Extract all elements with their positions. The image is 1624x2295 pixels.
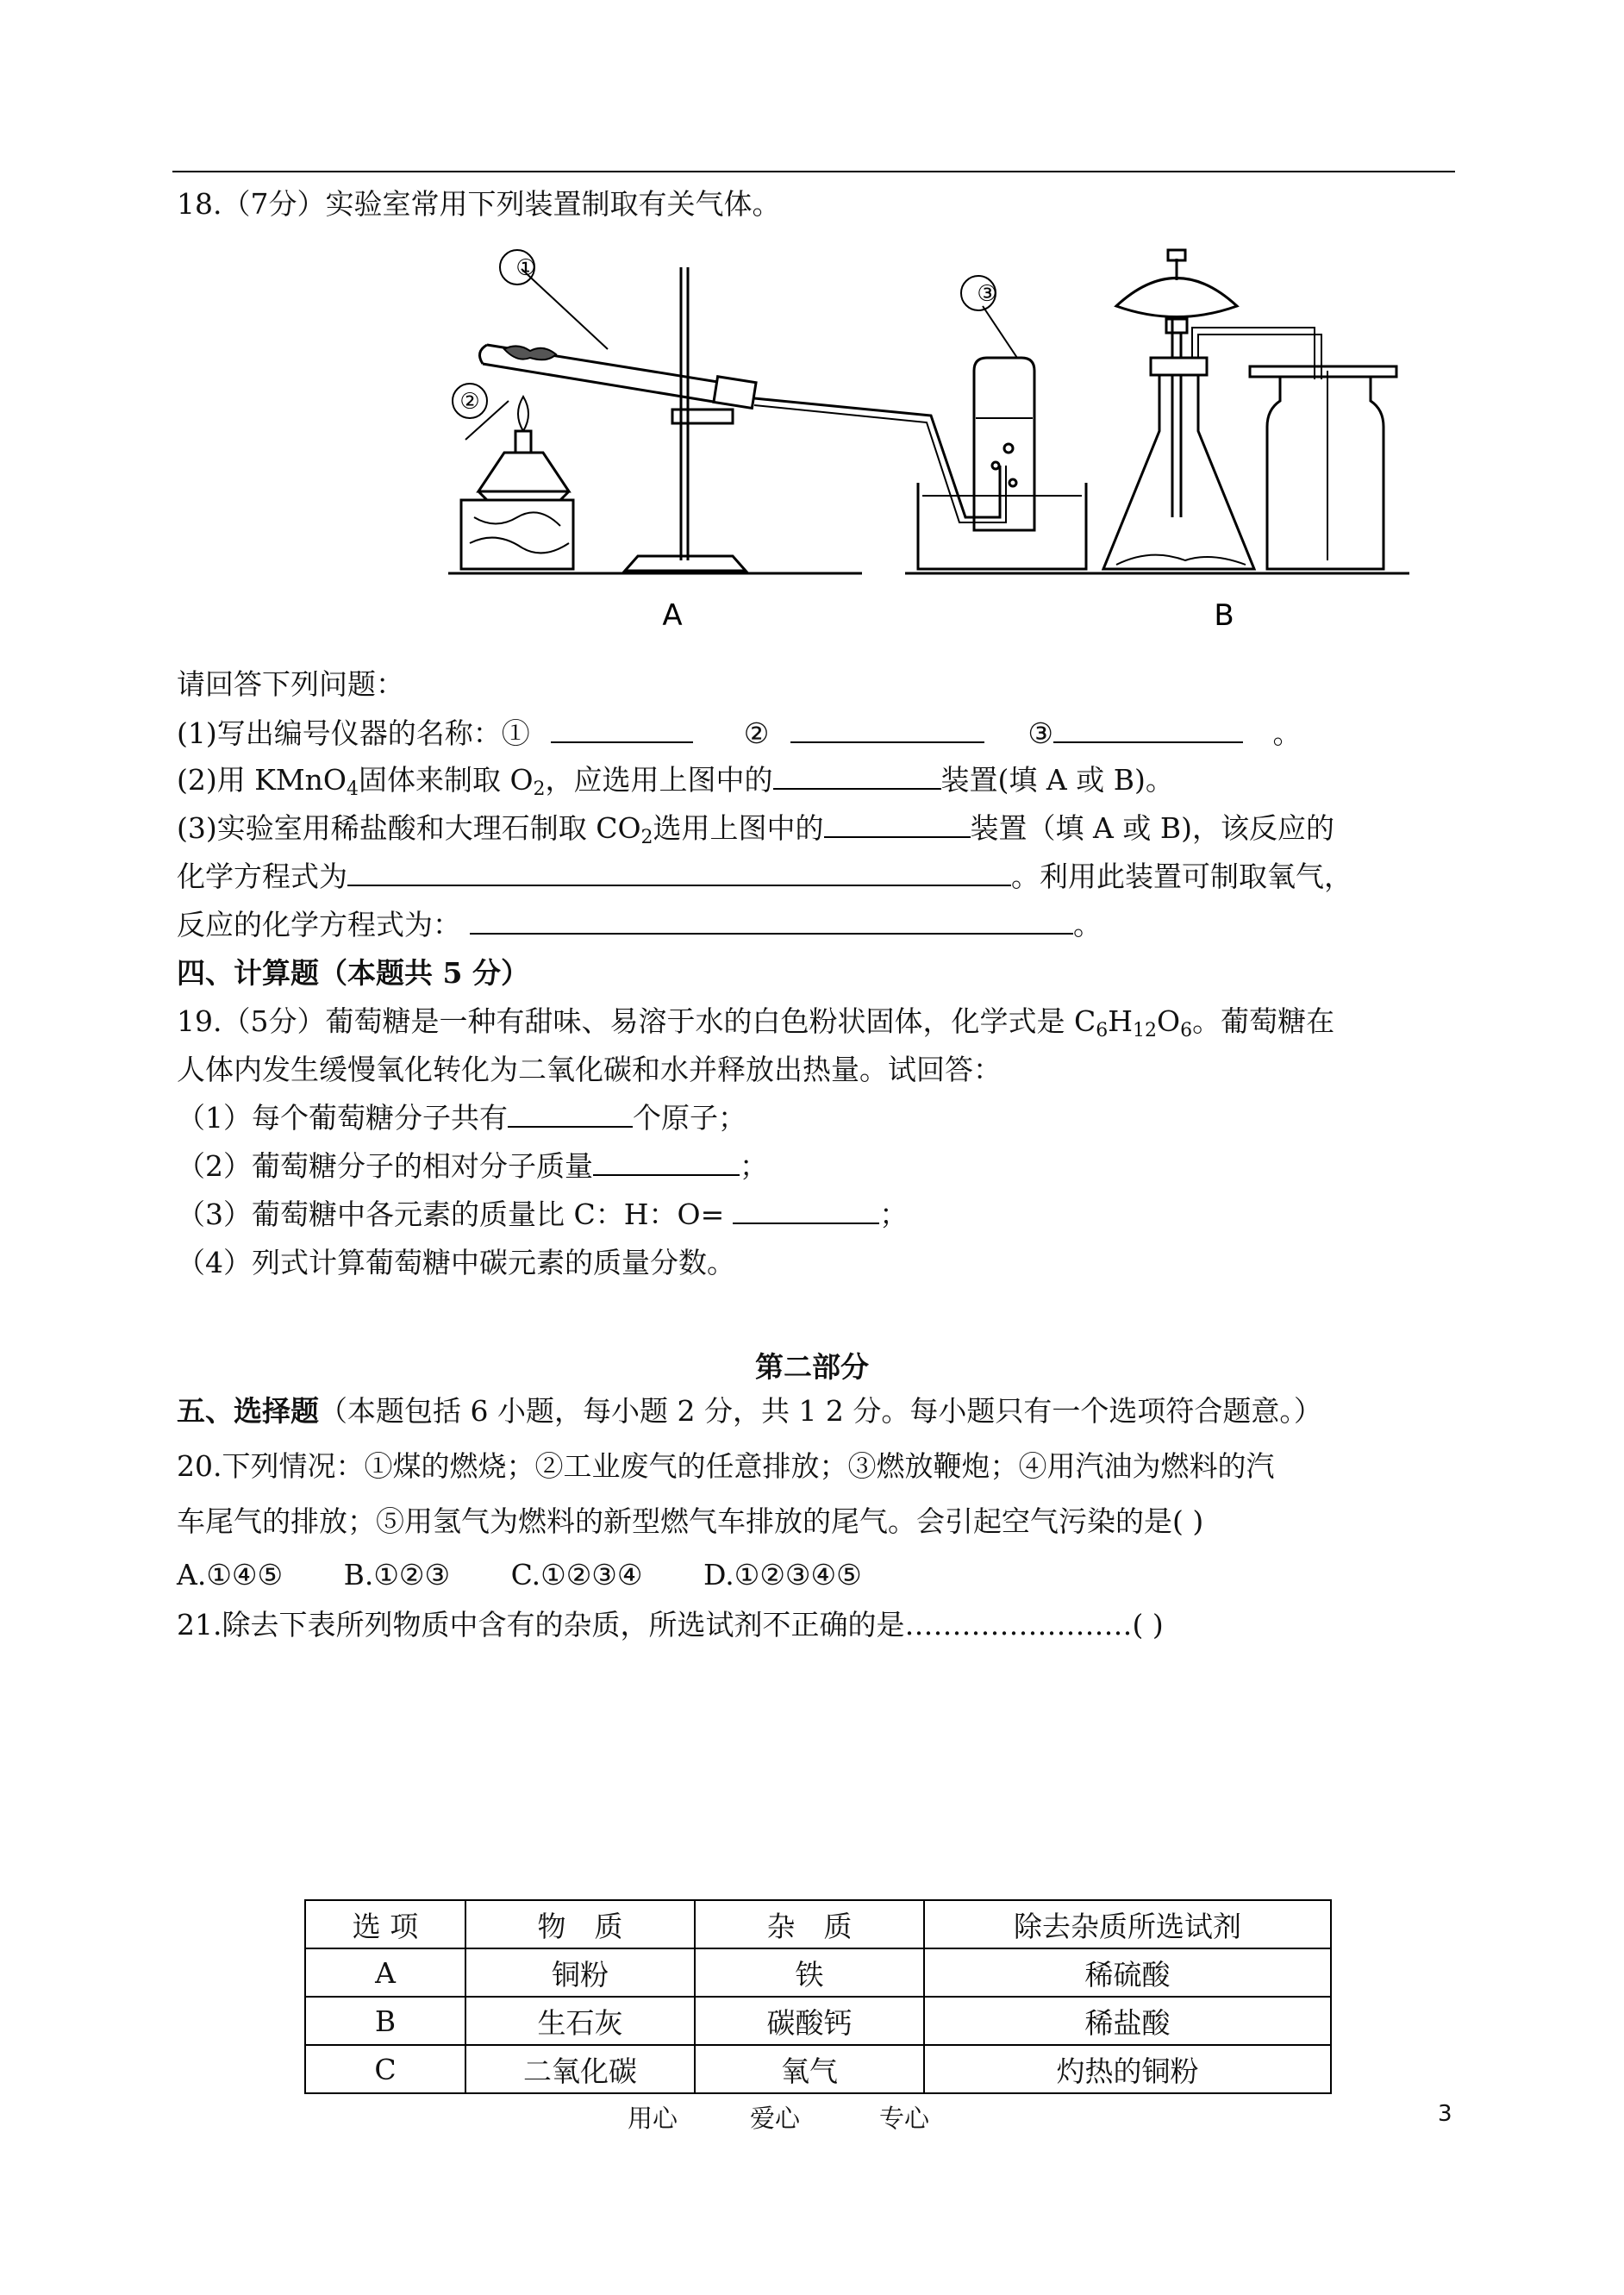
option-a[interactable]: A.①④⑤	[177, 1558, 284, 1591]
header-option: 选 项	[305, 1900, 465, 1948]
label-1: ①	[515, 255, 536, 281]
q20-line-1: 20.下列情况：①煤的燃烧；②工业废气的任意排放；③燃放鞭炮；④用汽油为燃料的汽	[177, 1449, 1275, 1483]
stand-base	[625, 556, 746, 571]
q19-item-4: （4）列式计算葡萄糖中碳元素的质量分数。	[177, 1246, 735, 1279]
alcohol-lamp	[478, 453, 569, 491]
footer-text-2: 爱心	[750, 2104, 801, 2133]
table-row: A 铜粉 铁 稀硫酸	[305, 1948, 1331, 1997]
answer-blank-7[interactable]	[470, 909, 1073, 935]
q19-line-2: 人体内发生缓慢氧化转化为二氧化碳和水并释放出热量。试回答：	[177, 1053, 1002, 1086]
section-5-heading: 五、选择题（本题包括 6 小题，每小题 2 分，共 1 2 分。每小题只有一个选项符合题意。）	[177, 1394, 1322, 1428]
answer-blank-1[interactable]	[551, 717, 693, 743]
conical-flask	[1103, 358, 1254, 569]
answer-blank-2[interactable]	[790, 717, 984, 743]
q20-line-2: 车尾气的排放；⑤用氢气为燃料的新型燃气车排放的尾气。会引起空气污染的是( )	[177, 1504, 1204, 1538]
section-4-heading: 四、计算题（本题共 5 分）	[177, 956, 529, 990]
collecting-bottle	[974, 358, 1034, 530]
apparatus-a	[448, 250, 1103, 573]
apparatus-figure	[414, 233, 1414, 638]
q19-item-3: （3）葡萄糖中各元素的质量比 C：H：O= ；	[177, 1198, 909, 1231]
glass-plate	[1250, 366, 1396, 377]
label-3: ③	[977, 281, 997, 307]
header-impurity: 杂 质	[695, 1900, 924, 1948]
option-b[interactable]: B.①②③	[343, 1558, 451, 1591]
flame	[518, 397, 528, 431]
q19-item-2: （2）葡萄糖分子的相对分子质量 ；	[177, 1149, 768, 1183]
label-2: ②	[459, 389, 480, 415]
q18-title: 18.（7分）实验室常用下列装置制取有关气体。	[177, 187, 781, 221]
q20-options	[177, 1557, 862, 1593]
q18-part5: 反应的化学方程式为： 。	[177, 908, 1102, 941]
header-substance: 物 质	[465, 1900, 695, 1948]
header-reagent: 除去杂质所选试剂	[924, 1900, 1331, 1948]
label-b: B	[1214, 598, 1234, 633]
q19-line-1: 19.（5分）葡萄糖是一种有甜味、易溶于水的白色粉状固体，化学式是 $C_6H_{12}O_6$。葡萄糖在	[177, 1004, 1335, 1041]
answer-blank-8[interactable]	[508, 1102, 633, 1128]
answer-blank-3[interactable]	[1053, 717, 1243, 743]
q18-part4: 化学方程式为 。利用此装置可制取氧气，	[177, 860, 1352, 893]
answer-blank-10[interactable]	[733, 1198, 879, 1224]
table-header-row	[305, 1900, 1331, 1948]
separatory-funnel	[1116, 278, 1237, 317]
part-two-heading: 第二部分	[755, 1350, 869, 1384]
option-d[interactable]: D.①②③④⑤	[703, 1558, 862, 1591]
q18-part3: (3)实验室用稀盐酸和大理石制取 $CO_2$选用上图中的 装置（填 A 或 B)，该反应的	[177, 811, 1334, 848]
q18-part2: (2)用 KMnO$_4$固体来制取 $O_2$，应选用上图中的 装置(填 A 或 B)。	[177, 763, 1174, 800]
header-rule	[172, 171, 1455, 172]
answer-blank-5[interactable]	[824, 812, 971, 838]
q21-line-1: 21.除去下表所列物质中含有的杂质，所选试剂不正确的是……………………( )	[177, 1608, 1164, 1642]
label-a: A	[662, 598, 683, 633]
page-number: 3	[1438, 2101, 1452, 2127]
footer-text-1: 用心	[628, 2104, 678, 2133]
wood-block	[461, 500, 573, 569]
table-row: B 生石灰 碳酸钙 稀盐酸	[305, 1997, 1331, 2045]
answer-blank-4[interactable]	[773, 764, 941, 790]
q18-prompt: 请回答下列问题：	[177, 667, 404, 701]
gas-jar	[1267, 377, 1384, 569]
option-c[interactable]: C.①②③④	[510, 1558, 643, 1591]
q19-item-1: （1）每个葡萄糖分子共有 个原子；	[177, 1101, 746, 1135]
answer-blank-9[interactable]	[593, 1150, 740, 1176]
apparatus-b	[1095, 250, 1409, 573]
footer-text-3: 专心	[879, 2104, 930, 2133]
impurity-table	[304, 1899, 1332, 2094]
answer-blank-6[interactable]	[347, 860, 1011, 886]
q18-part1: (1)写出编号仪器的名称：① ② ③ 。	[177, 716, 1302, 750]
table-row: C 二氧化碳 氧气 灼热的铜粉	[305, 2045, 1331, 2093]
